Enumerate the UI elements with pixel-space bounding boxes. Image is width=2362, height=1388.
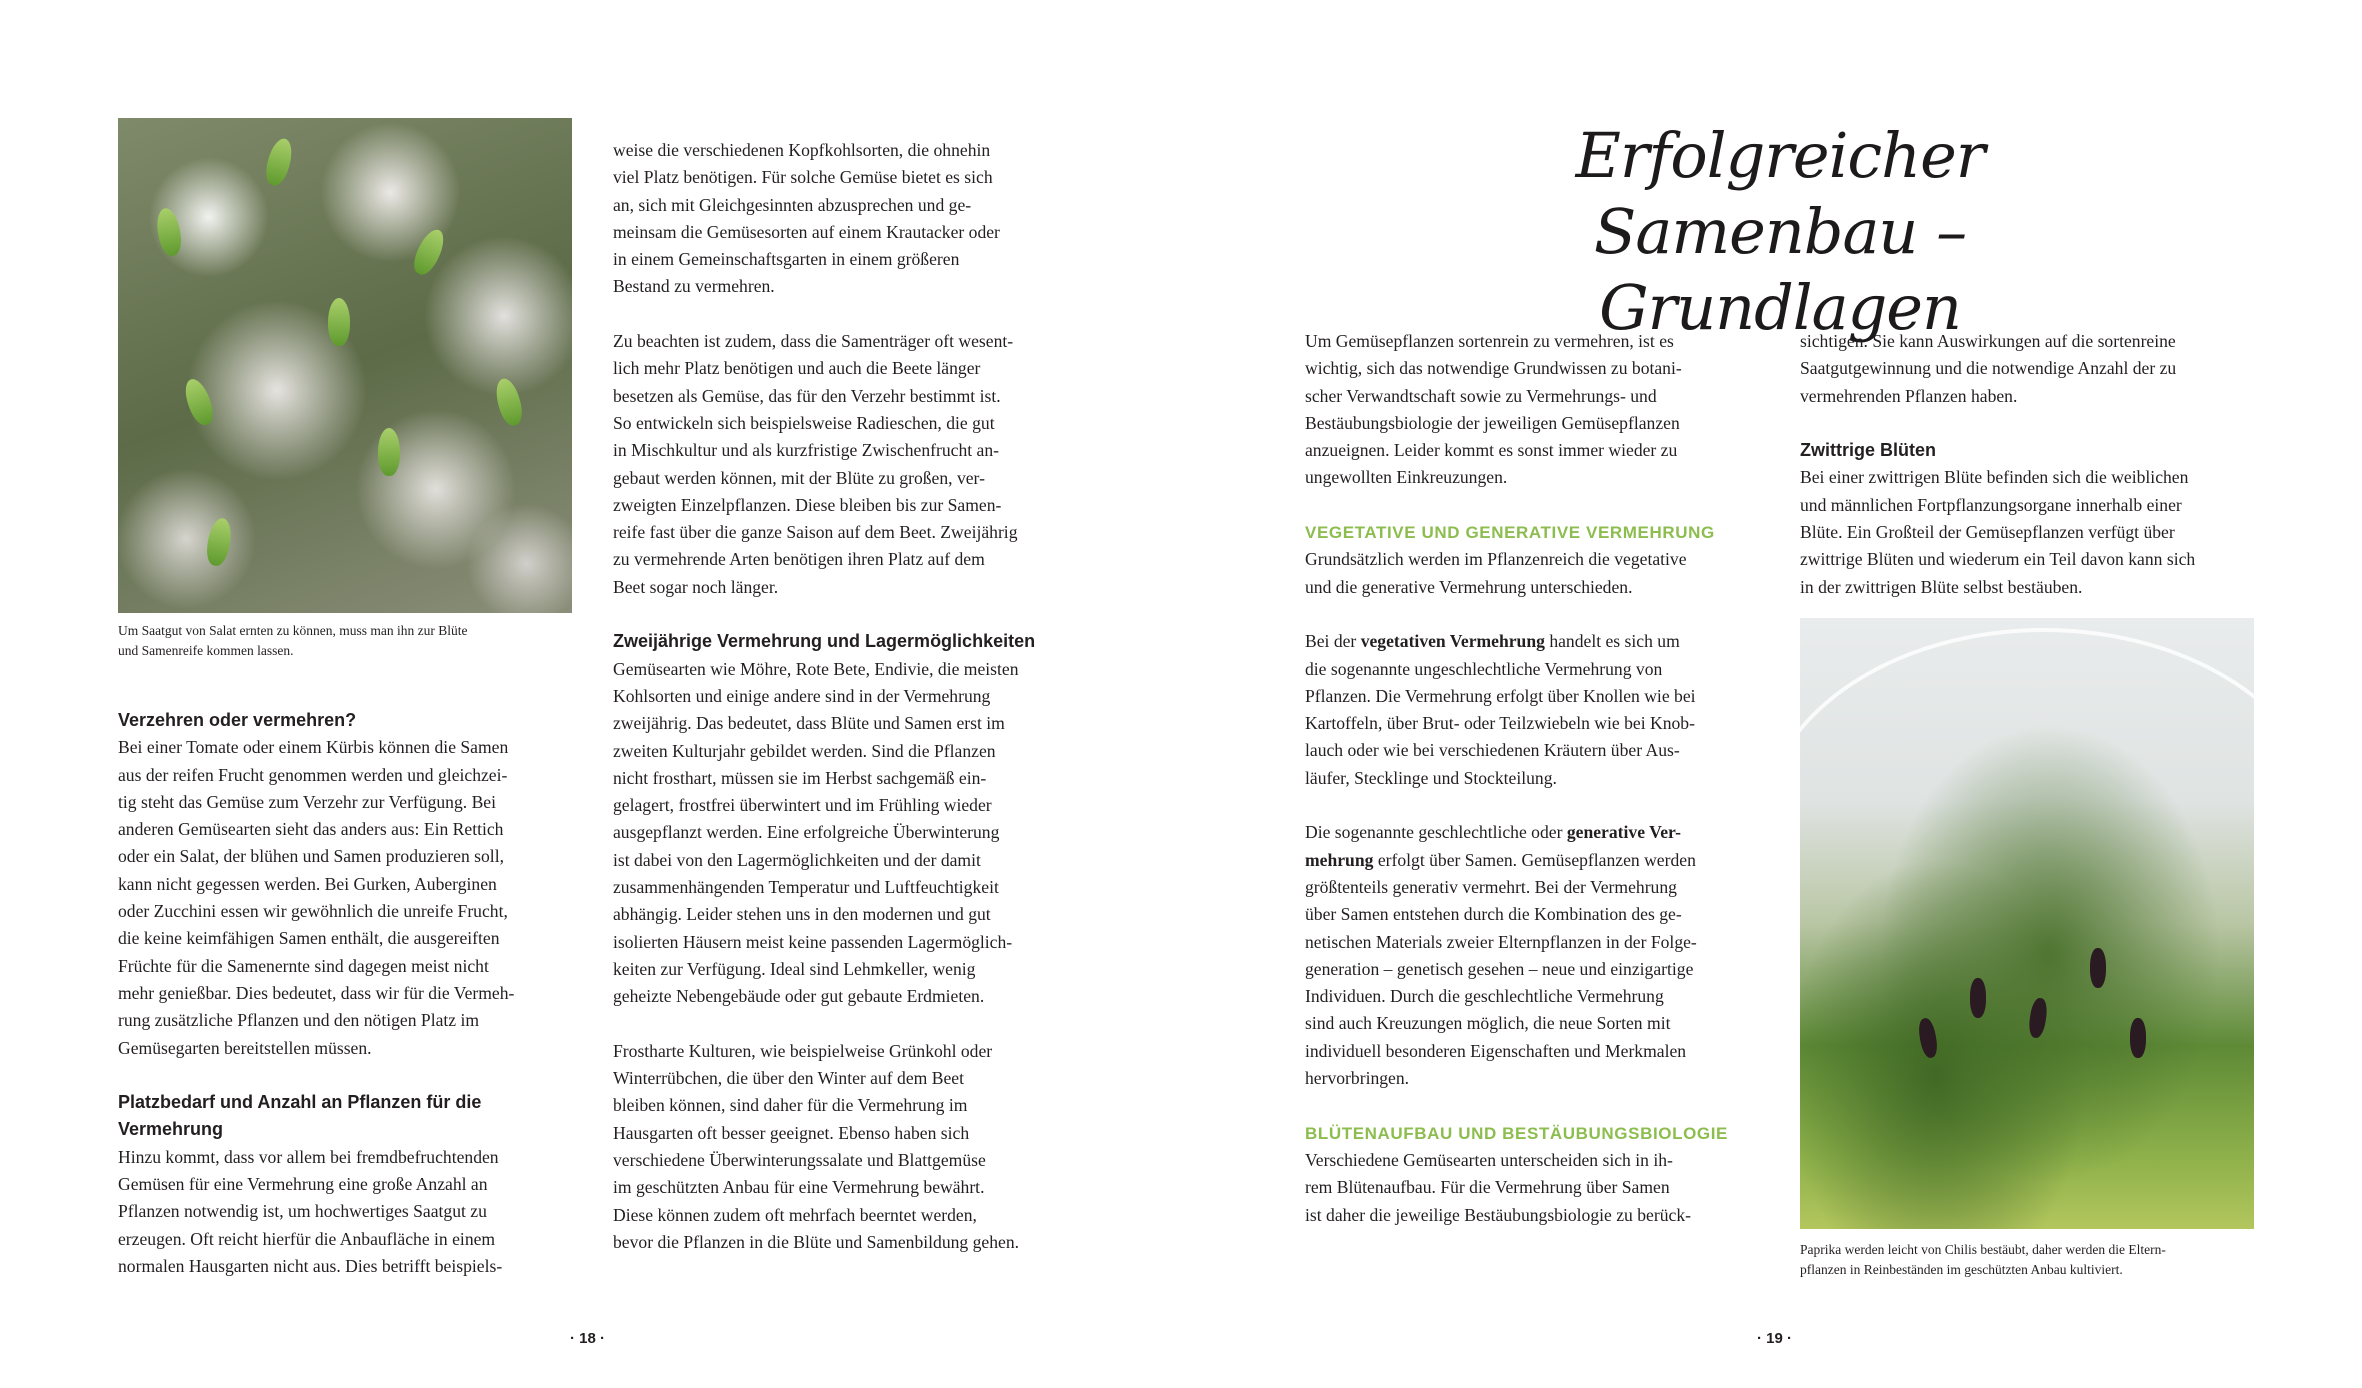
section-heading: Verzehren oder vermehren? — [118, 710, 357, 730]
chapter-title — [1440, 118, 2120, 346]
bold-term: generative Ver- mehrung — [1305, 822, 1682, 870]
green-section-heading: BLÜTENAUFBAU UND BESTÄUBUNGSBIOLOGIE — [1305, 1123, 1728, 1143]
chapter-title-line: Grundlagen — [1599, 271, 1961, 344]
paragraph: Zu beachten ist zudem, dass die Samenträger oft wesent- lich mehr Platz benötigen und auch die Beete länger besetzen als Gemüse, das für den Verzehr bestimmt ist. So entwickeln sich beispielsweise Radieschen, die gut in Mischkultur und als kurzfristige Zwischenfrucht an- gebaut werden können, mit der Blüte zu großen, ver- zweigten Einzelpflanzen. Diese bleiben bis zur Samen- reife fast über die ganze Saison auf dem Beet. Zweijährig zu vermehrende Arten benötigen ihren Platz auf dem Beet sogar noch länger. — [613, 331, 1018, 597]
paragraph: Hinzu kommt, dass vor allem bei fremdbefruchtenden Gemüsen für eine Vermehrung eine große Anzahl an Pflanzen notwendig ist, um hochwertiges Saatgut zu erzeugen. Oft reicht hierfür die Anbaufläche in einem normalen Hausgarten nicht aus. Dies betrifft beispiels- — [118, 1146, 503, 1276]
text: Die sogenannte geschlechtliche oder — [1305, 822, 1567, 843]
paragraph: Bei einer zwittrigen Blüte befinden sich die weiblichen und männlichen Fortpflanzungsorgane innerhalb einer Blüte. Ein Großteil der Gemüsepflanzen verfügt über zwittrige Blüten und wiederum ein Teil davon kann sich in der zwittrigen Blüte selbst bestäuben. — [1800, 467, 2196, 597]
text: erfolgt über Samen. Gemüsepflanzen werden größtenteils generativ vermehrt. Bei der Vermehrung über Samen entstehen durch die Kombination des ge- netischen Materials zweier Elternpflanzen in der Folge- generation – genetisch gesehen – neue und einzigartige Individuen. Durch die geschlechtliche Vermehrung sind auch Kreuzungen möglich, die neue Sorten mit individuell besonderen Eigenschaften und Merkmalen hervorbringen. — [1305, 849, 1697, 1089]
paragraph: sichtigen. Sie kann Auswirkungen auf die sortenreine Saatgutgewinnung und die notwendige Anzahl der zu vermehrenden Pflanzen haben. — [1800, 331, 2177, 406]
left-column-2 — [613, 137, 1083, 1283]
bold-term: vegetativen Vermehrung — [1360, 631, 1545, 652]
section-heading: Platzbedarf und Anzahl an Pflanzen für die Vermehrung — [118, 1092, 482, 1140]
text: Bei der — [1305, 631, 1361, 652]
page-number-left: · 18 · — [570, 1330, 606, 1347]
paragraph: Verschiedene Gemüsearten unterscheiden sich in ih- rem Blütenaufbau. Für die Vermehrung über Samen ist daher die jeweilige Bestäubungsbiologie zu berück- — [1305, 1149, 1691, 1225]
lettuce-seed-photo — [118, 118, 572, 613]
paragraph: Frostharte Kulturen, wie beispielweise Grünkohl oder Winterrübchen, die über den Winter auf dem Beet bleiben können, sind daher für die Vermehrung im Hausgarten oft besser geeignet. Ebenso haben sich verschiedene Überwinterungssalate und Blattgemüse im geschützten Anbau für eine Vermehrung bewährt. Diese können zudem oft mehrfach beerntet werden, bevor die Pflanzen in die Blüte und Samenbildung gehen. — [613, 1040, 1020, 1252]
paragraph: Gemüsearten wie Möhre, Rote Bete, Endivie, die meisten Kohlsorten und einige andere sind in der Vermehrung zweijährig. Das bedeutet, dass Blüte und Samen erst im zweiten Kulturjahr gebildet werden. Sind die Pflanzen nicht frosthart, müssen sie im Herbst sachgemäß ein- gelagert, frostfrei überwintert und im Frühling wieder ausgepflanzt werden. Eine erfolgreiche Überwinterung ist dabei von den Lagermöglichkeiten und der damit zusammenhängenden Temperatur und Luftfeuchtigkeit abhängig. Leider stehen uns in den modernen und gut isolierten Häusern meist keine passenden Lagermöglich- keiten zur Verfügung. Ideal sind Lehmkeller, wenig geheizte Nebengebäude oder gut gebaute Erdmieten. — [613, 658, 1019, 1007]
chapter-title-line: Erfolgreicher Samenbau – — [1575, 119, 1985, 268]
section-heading: Zwittrige Blüten — [1800, 440, 1936, 461]
right-column-1 — [1305, 328, 1775, 1256]
paragraph: Grundsätzlich werden im Pflanzenreich die vegetative und die generative Vermehrung unterschieden. — [1305, 549, 1687, 597]
pepper-greenhouse-photo — [1800, 618, 2254, 1229]
paragraph: Bei einer Tomate oder einem Kürbis können die Samen aus der reifen Frucht genommen werden und gleichzei- tig steht das Gemüse zum Verzehr zur Verfügung. Bei anderen Gemüsearten sieht das anders aus: Ein Rettich oder ein Salat, der blühen und Samen produzieren soll, kann nicht gegessen werden. Bei Gurken, Auberginen oder Zucchini essen wir gewöhnlich die unreife Frucht, die keine keimfähigen Samen enthält, die ausgereiften Früchte für die Samenernte sind dagegen meist nicht mehr genießbar. Dies bedeutet, dass wir für die Vermeh- rung zusätzliche Pflanzen und den nötigen Platz im Gemüsegarten bereitstellen müssen. — [118, 737, 515, 1058]
right-column-2 — [1800, 328, 2270, 628]
page-number-right: · 19 · — [1757, 1330, 1793, 1347]
paragraph: weise die verschiedenen Kopfkohlsorten, die ohnehin viel Platz benötigen. Für solche Gemüse bietet es sich an, sich mit Gleichgesinnten abzusprechen und ge- meinsam die Gemüsesorten auf einem Krautacker oder in einem Gemeinschaftsgarten in einem größeren Bestand zu vermehren. — [613, 140, 1000, 297]
green-section-heading: VEGETATIVE UND GENERATIVE VERMEHRUNG — [1305, 523, 1715, 543]
paragraph — [1305, 819, 1775, 1092]
paragraph: Um Gemüsepflanzen sortenrein zu vermehren, ist es wichtig, sich das notwendige Grundwissen zu botani- scher Verwandtschaft sowie zu Vermehrungs- und Bestäubungsbiologie der jeweiligen Gemüsepflanzen anzueignen. Leider kommt es sonst immer wieder zu ungewollten Einkreuzungen. — [1305, 331, 1682, 488]
photo-caption-right: Paprika werden leicht von Chilis bestäubt, daher werden die Eltern- pflanzen in Reinbeständen im geschützten Anbau kultiviert. — [1800, 1242, 2166, 1277]
paragraph — [1305, 628, 1775, 792]
photo-caption-left: Um Saatgut von Salat ernten zu können, muss man ihn zur Blüte und Samenreife kommen lassen. — [118, 623, 468, 658]
text: handelt es sich um die sogenannte ungeschlechtliche Vermehrung von Pflanzen. Die Vermehrung erfolgt über Knollen wie bei Kartoffeln, über Brut- oder Teilzwiebeln wie bei Knob- lauch oder wie bei verschiedenen Kräutern über Aus- läufer, Stecklinge und Stockteilung. — [1305, 631, 1696, 788]
left-column-1 — [118, 707, 588, 1308]
section-heading: Zweijährige Vermehrung und Lagermöglichkeiten — [613, 631, 1036, 652]
